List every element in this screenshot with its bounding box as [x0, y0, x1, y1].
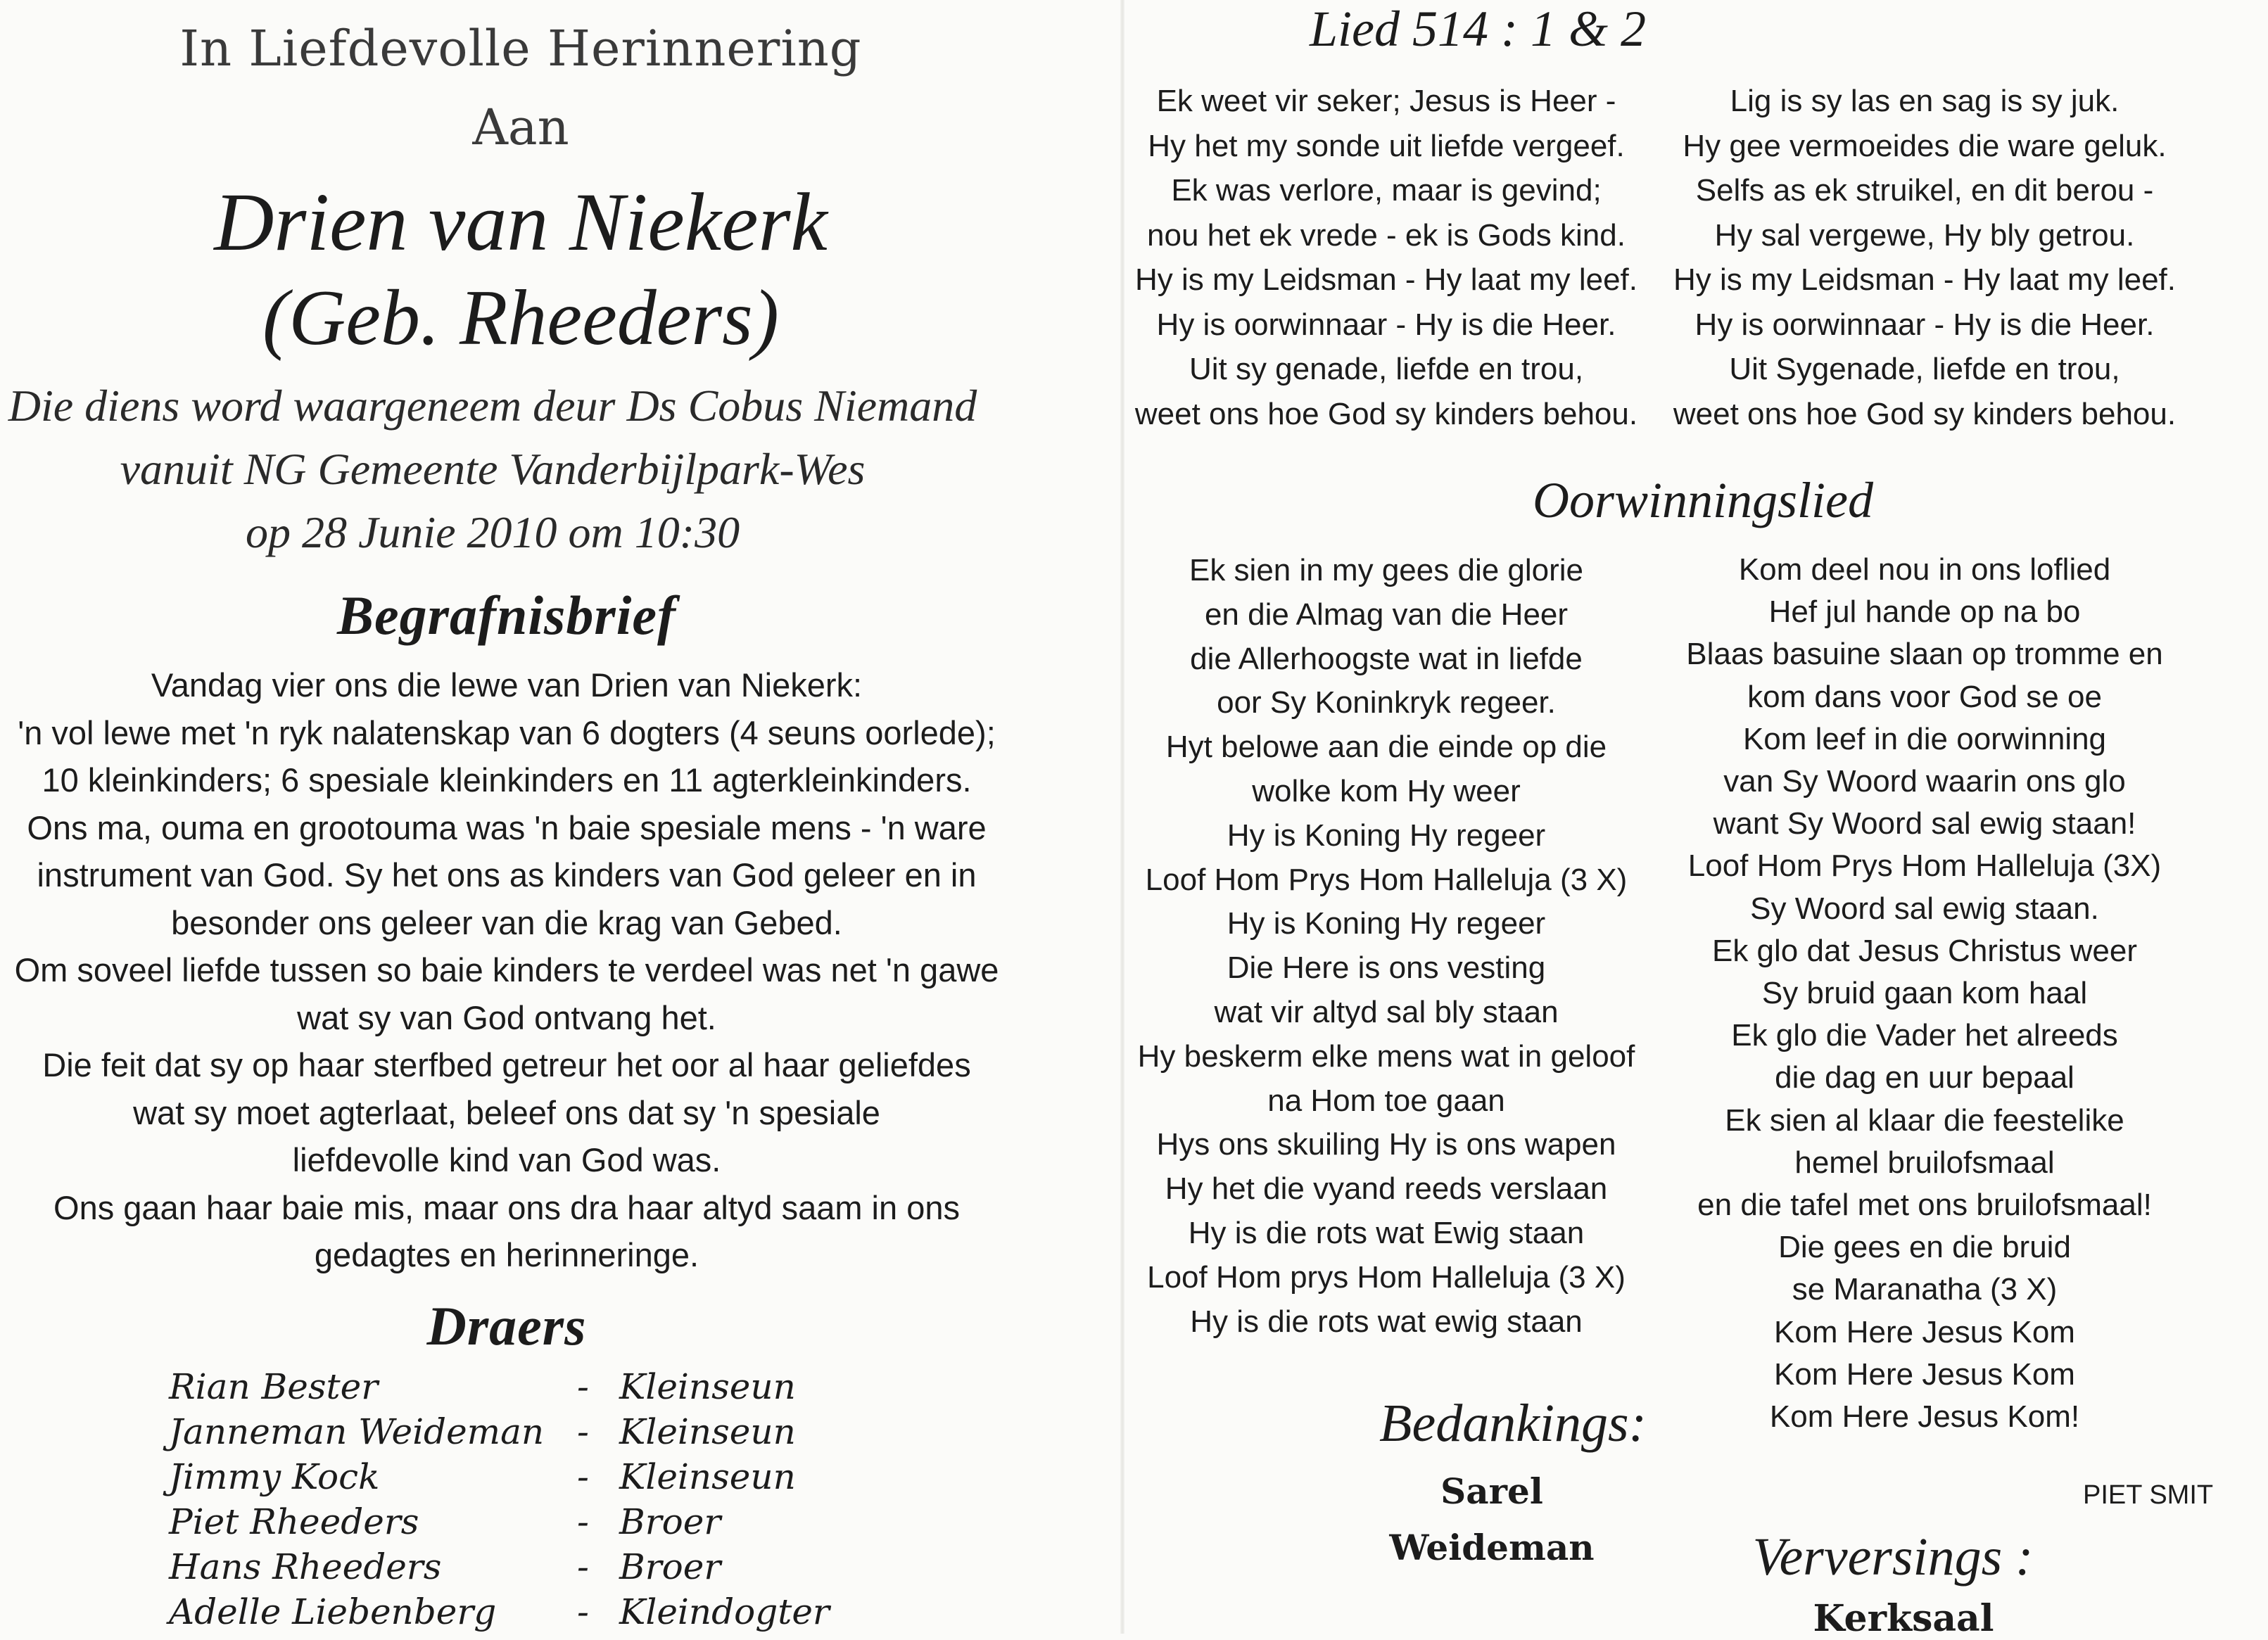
lyric-line: weet ons hoe God sy kinders behou. [1673, 396, 2177, 431]
lyric-line: Ek glo die Vader het alreeds [1731, 1018, 2118, 1053]
bearer-relation: Kleinseun [619, 1411, 796, 1452]
lyric-line: Lig is sy las en sag is sy juk. [1730, 84, 2120, 118]
lyric-line: na Hom toe gaan [1267, 1083, 1505, 1118]
bedankings-name: Weideman [1389, 1527, 1595, 1568]
lyric-line: Ek was verlore, maar is gevind; [1171, 173, 1602, 208]
lyric-line: die Allerhoogste wat in liefde [1190, 641, 1583, 676]
brief-line: wat sy moet agterlaat, beleef ons dat sy 'n spesiale [133, 1093, 880, 1131]
lyric-line: wolke kom Hy weer [1252, 773, 1521, 808]
left-panel [0, 0, 1119, 1634]
bearer-relation: Broer [619, 1501, 721, 1542]
brief-line: 10 kleinkinders; 6 spesiale kleinkinders en 11 agterkleinkinders. [42, 761, 972, 799]
lyric-line: Hy is Koning Hy regeer [1227, 818, 1546, 853]
lyric-line: Kom deel nou in ons loflied [1738, 552, 2111, 587]
brief-line: 'n vol lewe met 'n ryk nalatenskap van 6 dogters (4 seuns oorlede); [18, 713, 996, 751]
bearer-dash: - [577, 1546, 589, 1587]
lied-verse-1 [1112, 79, 1661, 436]
lyric-line: Hy sal vergewe, Hy bly getrou. [1714, 217, 2135, 253]
brief-line: wat sy van God ontvang het. [297, 998, 716, 1036]
brief-line: instrument van God. Sy het ons as kinders van God geleer en in [37, 856, 977, 894]
lyric-line: Die gees en die bruid [1778, 1230, 2071, 1265]
lyric-line: Ek glo dat Jesus Christus weer [1711, 933, 2138, 968]
lyric-line: Kom Here Jesus Kom! [1769, 1399, 2080, 1435]
lyric-line: Kom Here Jesus Kom [1774, 1356, 2075, 1392]
oorwinningslied-col-2 [1650, 549, 2199, 1438]
lied-title: Lied 514 : 1 & 2 [1310, 1, 1646, 57]
brief-text [0, 661, 1013, 1279]
lyric-line: nou het ek vrede - ek is Gods kind. [1147, 217, 1626, 253]
lyric-line: Hy is die rots wat ewig staan [1190, 1304, 1583, 1339]
lyric-line: weet ons hoe God sy kinders behou. [1134, 396, 1638, 431]
bearer-relation: Broer [619, 1546, 721, 1587]
lyric-line: Hy is die rots wat Ewig staan [1188, 1215, 1585, 1250]
memorial-heading: In Liefdevolle Herinnering [179, 20, 862, 77]
bearer-dash: - [577, 1501, 589, 1542]
service-line: Die diens word waargeneem deur Ds Cobus Niemand [8, 381, 977, 431]
lyric-line: Hy gee vermoeides die ware geluk. [1683, 128, 2167, 163]
bearer-relation: Kleinseun [619, 1456, 796, 1497]
lyric-line: Sy Woord sal ewig staan. [1750, 891, 2099, 926]
bearer-name: Rian Bester [169, 1366, 379, 1407]
lyric-line: Uit Sygenade, liefde en trou, [1729, 352, 2120, 386]
brief-line: Die feit dat sy op haar sterfbed getreur het oor al haar geliefdes [42, 1046, 971, 1083]
lyric-line: Uit sy genade, liefde en trou, [1189, 352, 1584, 386]
brief-line: Ons gaan haar baie mis, maar ons dra haar altyd saam in ons [53, 1188, 960, 1226]
verversings-title: Verversings : [1752, 1527, 2034, 1587]
brief-line: gedagtes en herinneringe. [314, 1236, 699, 1273]
bearer-relation: Kleinseun [619, 1366, 796, 1407]
deceased-name: Drien van Niekerk [214, 176, 828, 268]
oorwinningslied-title: Oorwinningslied [1532, 472, 1874, 528]
lyric-line: Hy is oorwinnaar - Hy is die Heer. [1694, 307, 2155, 342]
lyric-line: want Sy Woord sal ewig staan! [1713, 806, 2136, 841]
lyric-line: Loof Hom prys Hom Halleluja (3 X) [1147, 1259, 1626, 1295]
lyric-line: se Maranatha (3 X) [1792, 1272, 2058, 1307]
lyric-line: Blaas basuine slaan op tromme en [1686, 637, 2163, 672]
lyric-line: Ek sien in my gees die glorie [1189, 553, 1584, 587]
bearer-dash: - [577, 1366, 589, 1407]
bearer-dash: - [577, 1456, 589, 1497]
lyric-line: Loof Hom Prys Hom Halleluja (3 X) [1145, 862, 1628, 897]
bearer-name: Hans Rheeders [169, 1546, 442, 1587]
bearer-relation: Kleindogter [619, 1591, 830, 1632]
lyric-line: hemel bruilofsmaal [1794, 1145, 2055, 1180]
lyric-line: oor Sy Koninkryk regeer. [1217, 685, 1556, 720]
memorial-heading-aan: Aan [472, 98, 569, 156]
lyric-line: Hys ons skuiling Hy is ons wapen [1156, 1127, 1616, 1162]
lyric-line: kom dans voor God se oe [1747, 679, 2102, 714]
bedankings-name: Sarel [1440, 1470, 1543, 1512]
draers-title: Draers [426, 1295, 587, 1356]
lyric-line: wat vir altyd sal bly staan [1214, 994, 1559, 1029]
lyric-line: Hy het my sonde uit liefde vergeef. [1148, 128, 1625, 163]
brief-line: Ons ma, ouma en grootouma was 'n baie spesiale mens - 'n ware [27, 808, 987, 846]
lyric-line: Ek sien al klaar die feestelike [1725, 1102, 2124, 1138]
song-author: PIET SMIT [2083, 1480, 2214, 1510]
brief-line: besonder ons geleer van die krag van Gebed. [171, 903, 842, 941]
lyric-line: Die Here is ons vesting [1227, 951, 1546, 986]
right-panel [1126, 0, 2268, 1640]
maiden-name: (Geb. Rheeders) [262, 274, 779, 362]
bearer-name: Janneman Weideman [169, 1411, 545, 1452]
lyric-line: Hy is Koning Hy regeer [1227, 906, 1546, 941]
lyric-line: en die tafel met ons bruilofsmaal! [1697, 1188, 2152, 1223]
verversings-venue: Kerksaal [1813, 1597, 1994, 1640]
lyric-line: Kom leef in die oorwinning [1742, 721, 2107, 756]
lied-verse-2 [1650, 79, 2199, 436]
brief-line: liefdevolle kind van God was. [292, 1141, 721, 1178]
lyric-line: en die Almag van die Heer [1204, 597, 1569, 632]
lyric-line: Hy is my Leidsman - Hy laat my leef. [1673, 262, 2176, 297]
lyric-line: Hef jul hande op na bo [1768, 595, 2081, 630]
lyric-line: Ek weet vir seker; Jesus is Heer - [1156, 84, 1616, 118]
bearer-dash: - [577, 1591, 589, 1632]
lyric-line: Hy is oorwinnaar - Hy is die Heer. [1156, 307, 1616, 342]
lyric-line: Loof Hom Prys Hom Halleluja (3X) [1687, 848, 2162, 884]
lyric-line: Hy beskerm elke mens wat in geloof [1137, 1038, 1635, 1074]
brief-line: Vandag vier ons die lewe van Drien van Niekerk: [151, 666, 863, 704]
lyric-line: die dag en uur bepaal [1775, 1060, 2074, 1095]
lyric-line: Kom Here Jesus Kom [1774, 1314, 2075, 1349]
brief-title: Begrafnisbrief [337, 585, 676, 646]
lyric-line: Hy is my Leidsman - Hy laat my leef. [1135, 262, 1637, 297]
lyric-line: Hyt belowe aan die einde op die [1165, 730, 1607, 765]
lyric-line: van Sy Woord waarin ons glo [1723, 764, 2126, 799]
bearer-name: Adelle Liebenberg [169, 1591, 497, 1632]
oorwinningslied-col-1 [1112, 549, 1661, 1344]
bedankings-title: Bedankings: [1379, 1394, 1647, 1453]
brief-line: Om soveel liefde tussen so baie kinders te verdeel was net 'n gawe [14, 951, 999, 989]
lyric-line: Selfs as ek struikel, en dit berou - [1695, 173, 2154, 208]
bearer-name: Piet Rheeders [169, 1501, 419, 1542]
lyric-line: Hy het die vyand reeds verslaan [1165, 1171, 1608, 1207]
bearer-name: Jimmy Kock [169, 1456, 380, 1497]
service-line: vanuit NG Gemeente Vanderbijlpark-Wes [120, 444, 866, 494]
bearer-dash: - [577, 1411, 589, 1452]
service-line: op 28 Junie 2010 om 10:30 [245, 507, 740, 557]
lyric-line: Sy bruid gaan kom haal [1761, 976, 2088, 1011]
